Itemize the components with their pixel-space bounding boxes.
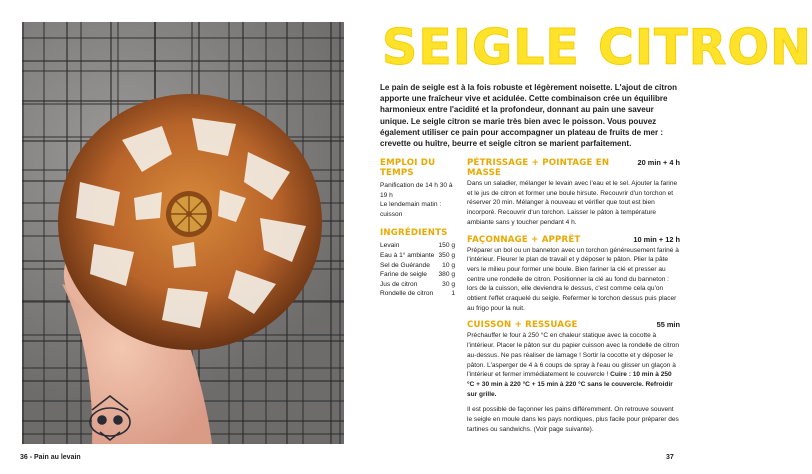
ingredient-row (380, 241, 455, 251)
ingredient-name: Levain (380, 242, 400, 250)
step-text-plain: Préchauffer le four à 250 °C en chaleur statique avec la cocotte à l'intérieur. Placer le pâton sur du papier cuisson avec la rondelle de citron au-dessus. Ne pas réaliser de lamage ! Sortir la cocotte et y déposer le pâton. L'asperger de 4 à 6 coups de spray à l'eau ou glisser un glaçon à l'intérieur et fermer immédiatement le couvercle ! (467, 332, 679, 379)
ingredient-row (380, 289, 455, 299)
ingredient-row (380, 270, 455, 280)
ingredient-row (380, 280, 455, 290)
bread-photo (22, 22, 344, 444)
ingredient-name: Eau à 1° ambiante (380, 251, 435, 259)
lemon-slice (166, 191, 212, 237)
recipe-title: SEIGLE CITRON (382, 19, 812, 76)
ingredients-list (380, 241, 455, 299)
step-duration: 55 min (656, 320, 680, 330)
step-heading: FAÇONNAGE + APPRÊT (467, 234, 581, 245)
bread-illustration (22, 22, 344, 444)
schedule-line-2: Le lendemain matin : cuisson (380, 201, 442, 218)
ingredient-name: Jus de citron (380, 280, 418, 288)
step-heading: CUISSON + RESSUAGE (467, 320, 578, 331)
ingredient-qty: 1 (451, 290, 455, 298)
step-heading: PÉTRISSAGE + POINTAGE EN MASSE (467, 158, 610, 178)
schedule-section (380, 158, 455, 219)
ingredient-row (380, 251, 455, 261)
ingredient-name: Sel de Guérande (380, 261, 430, 269)
ingredient-name: Farine de seigle (380, 271, 427, 279)
step-text-bold: Cuire : 10 min à 250 °C + 30 min à 220 °C + 15 min à 220 °C sans le couvercle. Refroidir sur grille. (467, 371, 673, 398)
folio-right: 37 (666, 454, 674, 461)
ingredients-section (380, 228, 455, 299)
step-cuisson (467, 320, 680, 434)
step-faconnage (467, 235, 680, 314)
step-note: Il est possible de façonner les pains différemment. On retrouve souvent le seigle en moule dans les pays nordiques, plus facile pour préparer des tartines ou sandwichs. (Voir page suivante). (467, 406, 679, 433)
step-text: Préparer un bol ou un banneton avec un torchon généreusement fariné à l'intérieur. Fleurer le plan de travail et y déposer le pâton. Plier la pâte vers le milieu pour former une boule. Bien fariner la clé et presser au centre une rondelle de citron. Positionner la clé au fond du banneton : lors de la cuisson, elle deviendra le dessus, c'est comme cela qu'on obtient l'effet craquelé du seigle. Refermer le torchon dessus puis placer au frigo pour la nuit. (467, 246, 679, 312)
ingredient-name: Rondelle de citron (380, 290, 434, 298)
schedule-heading: EMPLOI DU TEMPS (380, 158, 436, 178)
ingredient-row (380, 261, 455, 271)
step-duration: 20 min + 4 h (637, 158, 680, 167)
schedule-line-1: Panification de 14 h 30 à 19 h (380, 182, 453, 199)
sidebar-column (380, 158, 455, 299)
step-text: Dans un saladier, mélanger le levain avec l'eau et le sel. Ajouter la farine et le jus de citron et former une boule hirsute. Recouvrir d'un torchon et réserver 20 min. Mélanger à nouveau et vérifier que tout est bien incorporé. Recouvrir d'un torchon. Laisser le pâton à température ambiante sans y toucher pendant 4 h. (467, 180, 678, 226)
ingredient-qty: 350 g (438, 251, 455, 259)
folio-left: 36 - Pain au levain (20, 454, 81, 461)
ingredient-qty: 30 g (442, 280, 455, 288)
step-duration: 10 min + 12 h (633, 234, 680, 244)
ingredient-qty: 150 g (438, 242, 455, 250)
ingredients-heading: INGRÉDIENTS (380, 228, 448, 239)
recipe-intro: Le pain de seigle est à la fois robuste et légèrement noisette. L'ajout de citron apporte une fraîcheur vive et acidulée. Cette combinaison crée un équilibre harmonieux entre l'acidité et la profondeur, donnant au pain une saveur unique. Le seigle citron se marie très bien avec le poisson. Vous pouvez également utiliser ce pain pour accompagner un plateau de fruits de mer : crevette ou huître, beurre et seigle citron se marient parfaitement. (380, 83, 678, 149)
step-text (467, 331, 680, 399)
ingredient-qty: 380 g (438, 271, 455, 279)
steps-column (467, 158, 680, 434)
ingredient-qty: 10 g (442, 261, 455, 269)
step-petrissage (467, 158, 680, 228)
